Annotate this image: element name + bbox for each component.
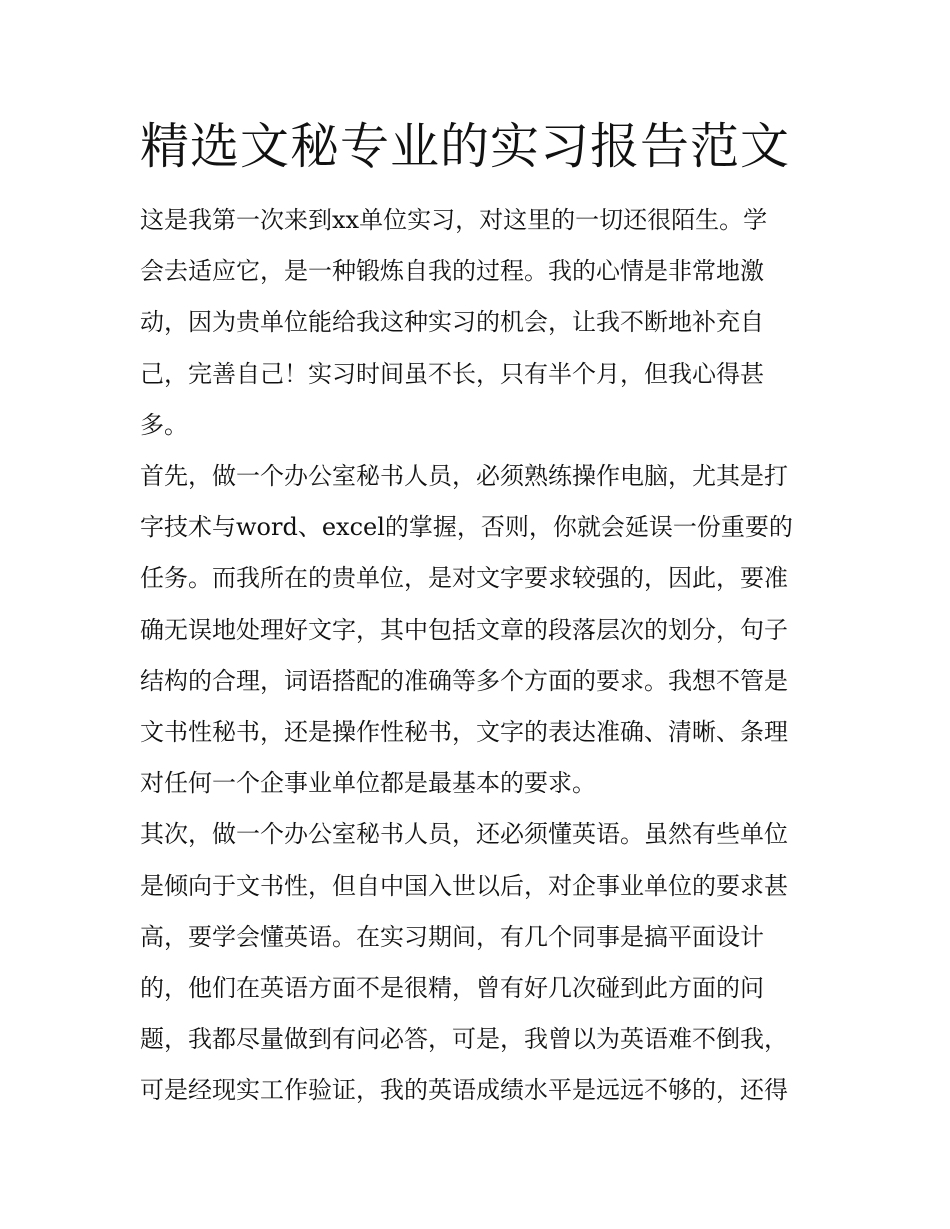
text-line: 这是我第一次来到xx单位实习，对这里的一切还很陌生。学 [140,206,768,234]
text-line: 确无误地处理好文字，其中包括文章的段落层次的划分，句子 [140,615,788,644]
text-line: 首先，做一个办公室秘书人员，必须熟练操作电脑，尤其是打 [140,462,788,491]
text-line: 文书性秘书，还是操作性秘书，文字的表达准确、清晰、条理 [140,718,788,747]
text-line: 会去适应它，是一种锻炼自我的过程。我的心情是非常地激 [140,257,764,286]
paragraph-1 [140,195,820,451]
text-line: 多。 [140,410,188,439]
text-line: 动，因为贵单位能给我这种实习的机会，让我不断地补充自 [140,308,764,337]
text-line: 题，我都尽量做到有问必答，可是，我曾以为英语难不倒我， [140,1025,788,1054]
document-body [140,195,820,1117]
text-line: 是倾向于文书性，但自中国入世以后，对企事业单位的要求甚 [140,871,788,900]
paragraph-3 [140,809,820,1116]
text-line: 高，要学会懂英语。在实习期间，有几个同事是搞平面设计 [140,922,764,951]
text-line: 可是经现实工作验证，我的英语成绩水平是远远不够的，还得 [140,1076,788,1105]
text-line: 其次，做一个办公室秘书人员，还必须懂英语。虽然有些单位 [140,820,788,849]
text-line: 字技术与word、excel的掌握，否则，你就会延误一份重要的 [140,513,793,542]
paragraph-2 [140,451,820,809]
text-line: 己，完善自己！实习时间虽不长，只有半个月，但我心得甚 [140,359,764,388]
text-line: 对任何一个企事业单位都是最基本的要求。 [140,769,596,798]
text-line: 结构的合理，词语搭配的准确等多个方面的要求。我想不管是 [140,666,788,695]
text-line: 任务。而我所在的贵单位，是对文字要求较强的，因此，要准 [140,564,788,593]
text-line: 的，他们在英语方面不是很精，曾有好几次碰到此方面的问 [140,974,764,1003]
document-title: 精选文秘专业的实习报告范文 [140,118,791,175]
